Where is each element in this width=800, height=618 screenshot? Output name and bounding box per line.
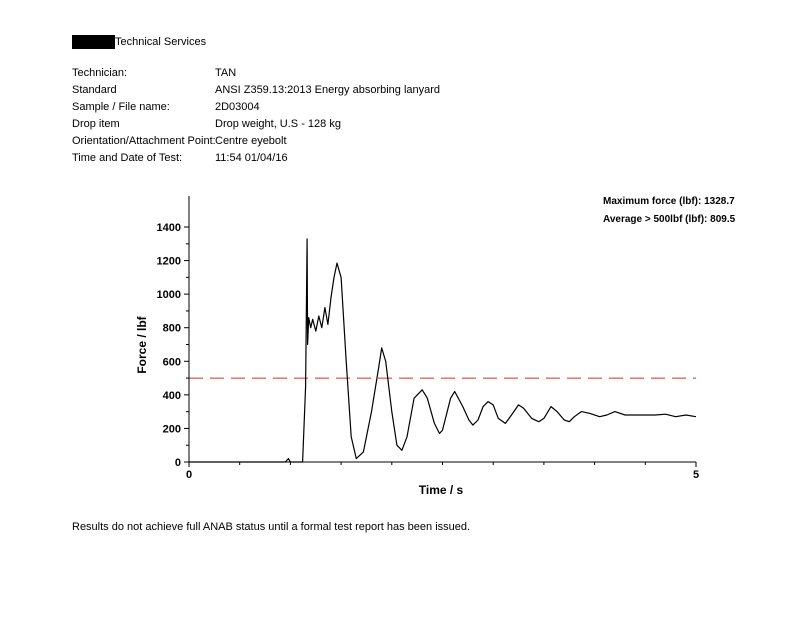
y-tick-label: 1200 [156, 255, 181, 268]
meta-value: 2D03004 [215, 101, 260, 113]
y-tick-label: 1400 [156, 222, 181, 234]
meta-label: Time and Date of Test: [72, 152, 183, 164]
y-axis-title: Force / lbf [135, 316, 149, 374]
meta-label: Drop item [72, 118, 120, 130]
x-axis-title: Time / s [418, 483, 464, 497]
max-force-value: 1328.7 [704, 196, 735, 207]
meta-value: TAN [215, 67, 237, 79]
x-tick-label: 5 [692, 469, 700, 481]
y-tick-label: 600 [162, 356, 181, 369]
meta-value: Centre eyebolt [215, 135, 287, 147]
meta-value: 11:54 01/04/16 [215, 152, 288, 164]
y-tick-label: 0 [174, 457, 181, 469]
x-axis-ticks [186, 462, 699, 481]
y-tick-label: 200 [162, 423, 181, 436]
org-name: Technical Services [115, 36, 207, 48]
meta-label: Orientation/Attachment Point: [72, 135, 216, 147]
meta-value: Drop weight, U.S - 128 kg [215, 118, 341, 130]
avg-force-label: Average > 500lbf (lbf): [603, 214, 708, 225]
y-axis-ticks [157, 222, 189, 469]
y-tick-label: 400 [162, 389, 181, 402]
y-tick-label: 800 [162, 322, 181, 335]
disclaimer-text: Results do not achieve full ANAB status until a formal test report has been issued. [72, 521, 471, 533]
y-tick-label: 1000 [156, 289, 181, 302]
meta-label: Technician: [72, 67, 128, 79]
force-trace-line [189, 239, 696, 462]
avg-force-value: 809.5 [710, 214, 736, 225]
meta-label: Sample / File name: [72, 101, 170, 113]
meta-label: Standard [72, 84, 117, 96]
meta-value: ANSI Z359.13:2013 Energy absorbing lanyard [215, 84, 441, 96]
max-force-label: Maximum force (lbf): [603, 196, 702, 207]
x-tick-label: 0 [185, 469, 193, 481]
